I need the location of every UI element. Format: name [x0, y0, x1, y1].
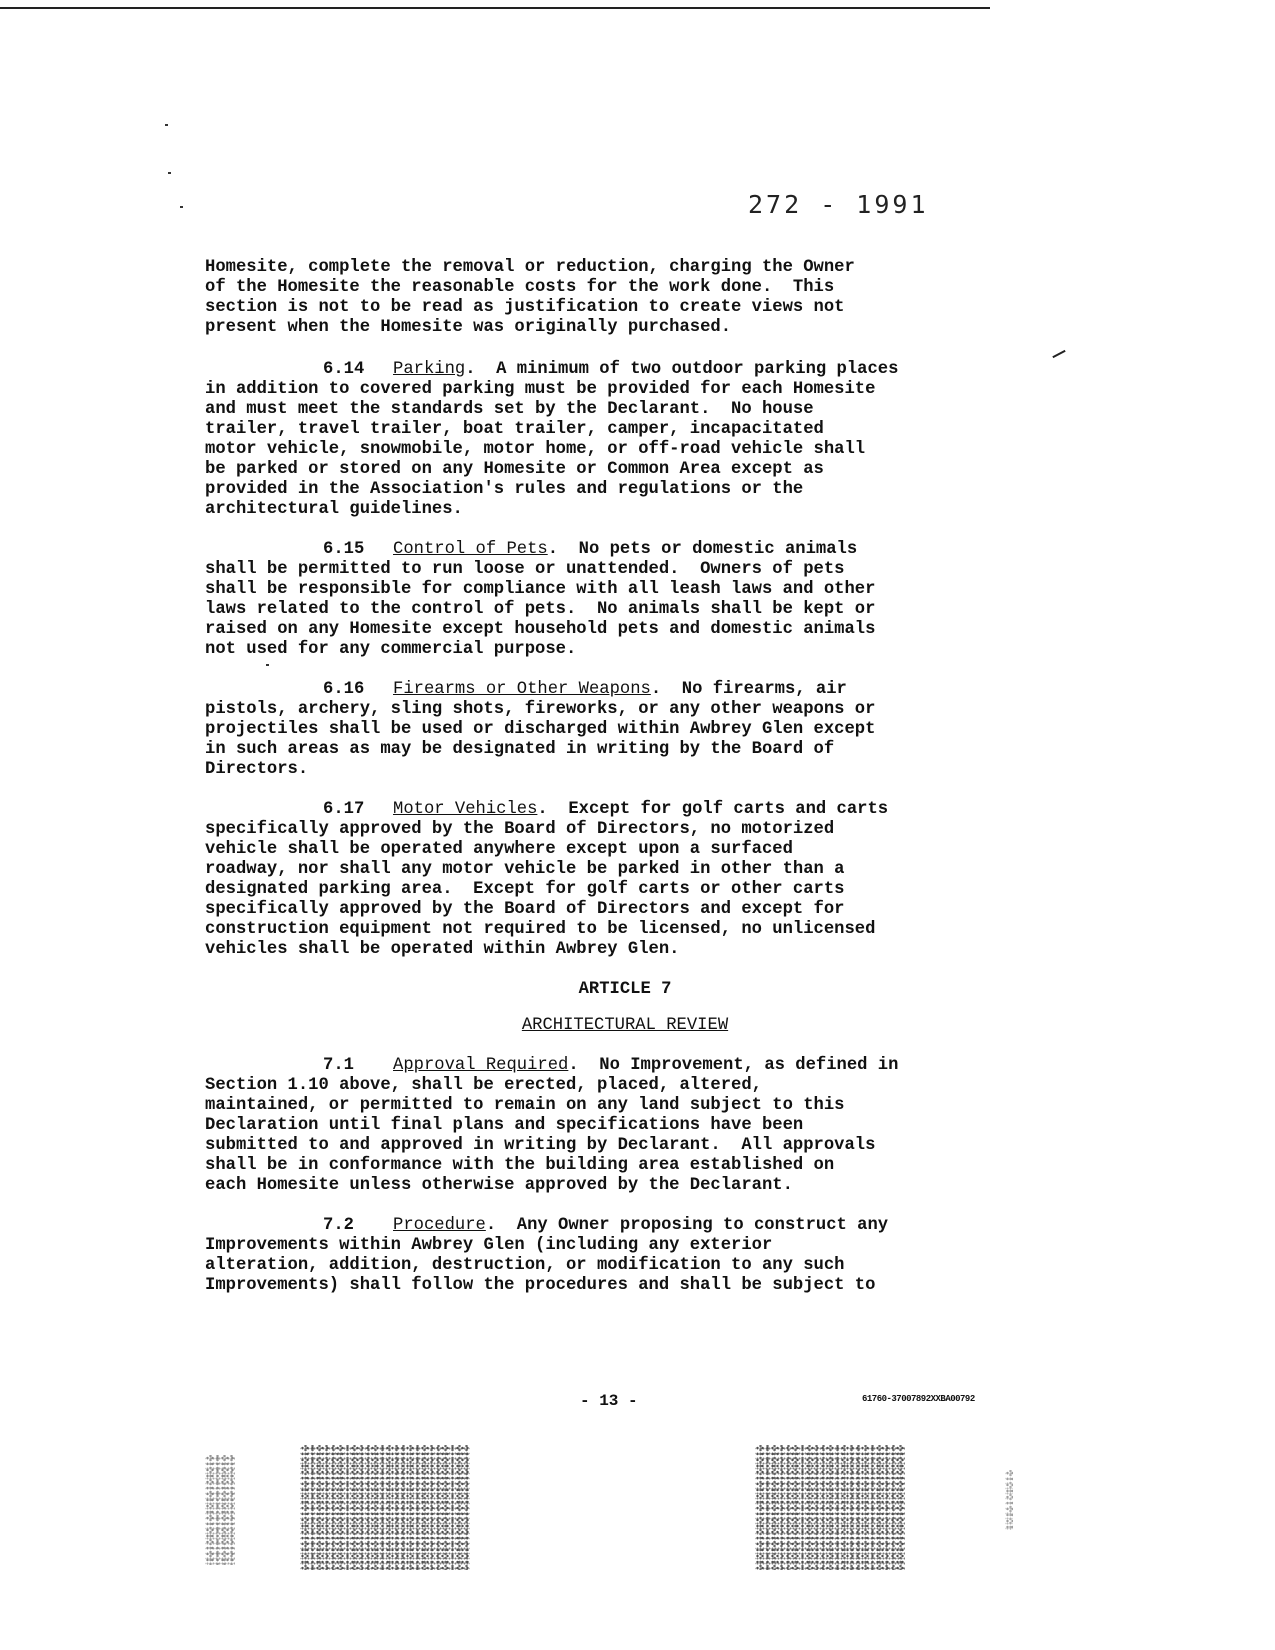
article-label: ARTICLE 7: [578, 980, 672, 999]
section-6-17: [205, 800, 1025, 960]
section-title: Firearms or Other Weapons: [393, 680, 651, 699]
section-number: 7.2: [323, 1216, 354, 1235]
section-number: 7.1: [323, 1056, 354, 1075]
page-number: - 13 -: [580, 1392, 638, 1410]
section-number: 6.16: [323, 680, 365, 699]
scan-noise-stamp: [205, 1455, 235, 1565]
section-title: Procedure: [393, 1216, 486, 1235]
section-text: . No firearms, air pistols, archery, sling shots, fireworks, or any other weapons or projectiles shall be used or discharged within Awbrey Glen except in such areas as may be designated in writing by the Board of Directors.: [205, 680, 876, 779]
section-number: 6.14: [323, 360, 365, 379]
margin-tick-mark: [1052, 350, 1065, 358]
section-text: . Any Owner proposing to construct any Improvements within Awbrey Glen (including any exterior alteration, addition, destruction, or modification to any such Improvements) shall follow the procedures and shall be subject to: [205, 1216, 889, 1295]
book-page-number: 272 - 1991: [748, 190, 929, 219]
section-7-1: [205, 1056, 1025, 1196]
scan-speck: [168, 172, 171, 174]
section-7-2: [205, 1216, 1025, 1296]
section-title: Parking: [393, 360, 466, 379]
document-code: 61760-37007892XXBA00792: [862, 1394, 975, 1404]
section-6-16: [205, 680, 1025, 780]
scan-noise-stamp: [300, 1445, 470, 1570]
section-6-14: [205, 360, 1025, 520]
continuation-paragraph: Homesite, complete the removal or reduction, charging the Owner of the Homesite the reasonable costs for the work done. This section is not to be read as justification to create views not present when the Homesite was originally purchased.: [205, 258, 855, 337]
scan-noise-stamp: [755, 1445, 905, 1570]
section-title: Control of Pets: [393, 540, 548, 559]
section-number: 6.17: [323, 800, 365, 819]
scan-speck: [165, 124, 168, 126]
section-text: . Except for golf carts and carts specifically approved by the Board of Directors, no motorized vehicle shall be operated anywhere except upon a surfaced roadway, nor shall any motor vehicle be parked in other than a designated parking area. Except for golf carts or other carts specifically approved by the Board of Directors and except for construction equipment not required to be licensed, no unlicensed vehicles shall be operated within Awbrey Glen.: [205, 800, 889, 959]
section-text: . No pets or domestic animals shall be permitted to run loose or unattended. Owners of pets shall be responsible for compliance with all leash laws and other laws related to the control of pets. No animals shall be kept or raised on any Homesite except household pets and domestic animals not used for any commercial purpose.: [205, 540, 876, 659]
top-border-line: [0, 7, 990, 9]
article-title: ARCHITECTURAL REVIEW: [521, 1016, 729, 1035]
section-6-15: [205, 540, 1025, 660]
section-text: . No Improvement, as defined in Section 1.10 above, shall be erected, placed, altered, maintained, or permitted to remain on any land subject to this Declaration until final plans and specifications have been submitted to and approved in writing by Declarant. All approvals shall be in conformance with the building area established on each Homesite unless otherwise approved by the Declarant.: [205, 1056, 899, 1195]
section-text: . A minimum of two outdoor parking places in addition to covered parking must be provided for each Homesite and must meet the standards set by the Declarant. No house trailer, travel trailer, boat trailer, camper, incapacitated motor vehicle, snowmobile, motor home, or off-road vehicle shall be parked or stored on any Homesite or Common Area except as provided in the Association's rules and regulations or the architectural guidelines.: [205, 360, 899, 519]
scan-speck: [180, 206, 183, 208]
scan-noise-stamp: [1005, 1470, 1013, 1530]
document-body: [205, 258, 1025, 1316]
section-title: Motor Vehicles: [393, 800, 538, 819]
section-title: Approval Required: [393, 1056, 569, 1075]
section-number: 6.15: [323, 540, 365, 559]
